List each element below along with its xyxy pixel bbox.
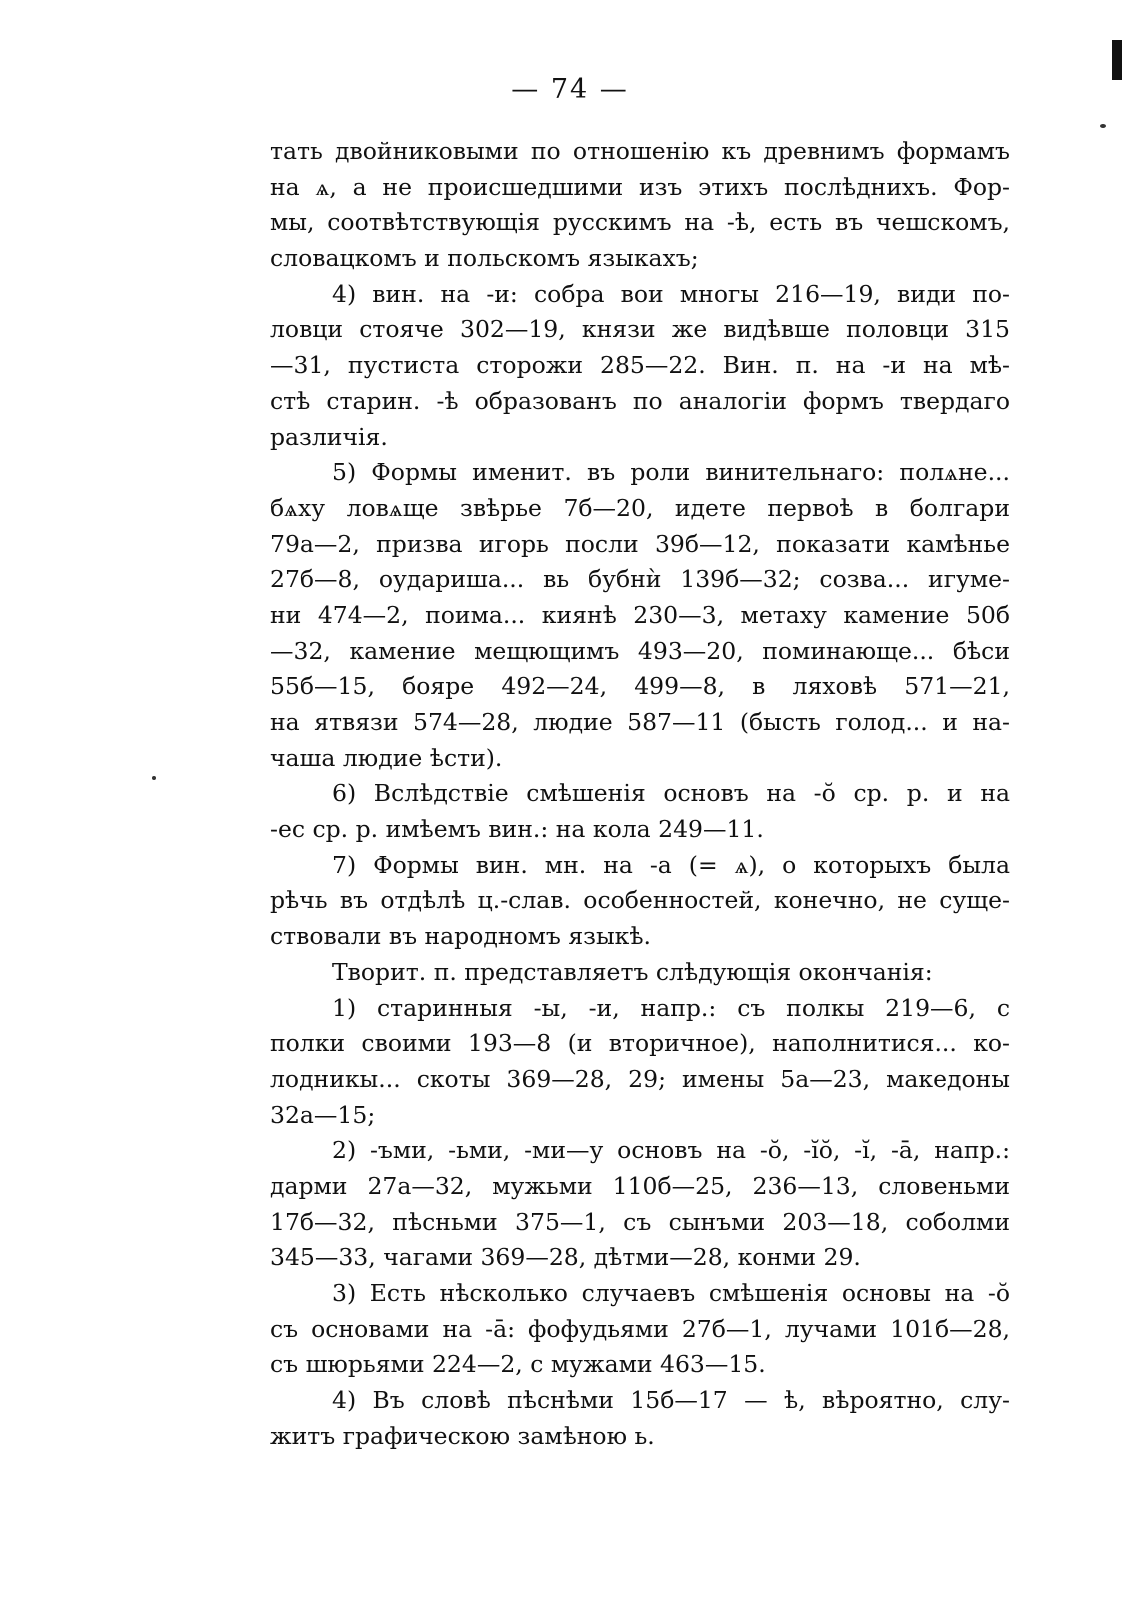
text-line: на ѧ, а не происшедшими изъ этихъ послѣднихъ. Фор- bbox=[270, 172, 1010, 201]
text-line: чаша людие ѣсти). bbox=[270, 743, 503, 772]
text-line: 79а—2, призва игорь посли 39б—12, показати камѣнье bbox=[270, 529, 1010, 558]
text-line: 345—33, чагами 369—28, дѣтми—28, конми 29. bbox=[270, 1243, 861, 1272]
text-line: 7) Формы вин. мн. на -а (= ѧ), о которыхъ была bbox=[332, 850, 1010, 879]
text-line: 6) Вслѣдствіе смѣшенія основъ на -ŏ ср. р. и на bbox=[332, 779, 1010, 808]
scan-edge-mark bbox=[1112, 40, 1122, 80]
text-line: лодникы... скоты 369—28, 29; имены 5а—23, македоны bbox=[270, 1064, 1010, 1093]
text-line: бѧху ловѧще звѣрье 7б—20, идете первоѣ в болгари bbox=[270, 493, 1010, 522]
text-line: съ основами на -ā: фофудьями 27б—1, лучами 101б—28, bbox=[270, 1314, 1010, 1343]
text-line: ни 474—2, поима... киянѣ 230—3, метаху камение 50б bbox=[270, 600, 1010, 629]
text-line: на ятвязи 574—28, людие 587—11 (бысть голод... и на- bbox=[270, 708, 1010, 736]
text-line: рѣчь въ отдѣлѣ ц.-слав. особенностей, конечно, не суще- bbox=[270, 886, 1010, 915]
text-line: 3) Есть нѣсколько случаевъ смѣшенія основы на -ŏ bbox=[332, 1279, 1010, 1307]
text-line: словацкомъ и польскомъ языкахъ; bbox=[270, 244, 699, 273]
text-line: 17б—32, пѣсньми 375—1, съ сынъми 203—18, соболми bbox=[270, 1207, 1010, 1236]
scan-speck bbox=[1100, 124, 1106, 128]
text-line: житъ графическою замѣною ь. bbox=[270, 1421, 655, 1450]
body-text bbox=[270, 134, 1010, 1454]
text-line: 4) Въ словѣ пѣснѣми 15б—17 — ѣ, вѣроятно, слу- bbox=[332, 1386, 1010, 1415]
text-line: стѣ старин. -ѣ образованъ по аналогіи формъ твердаго bbox=[270, 386, 1010, 415]
scan-speck bbox=[152, 776, 156, 780]
text-line: 32а—15; bbox=[270, 1100, 376, 1129]
text-line: 2) -ъми, -ьми, -ми—у основъ на -ŏ, -ĭŏ, -ĭ, -ā, напр.: bbox=[332, 1136, 1010, 1165]
text-line: 27б—8, оудариша... вь бубнѝ 139б—32; созва... игуме- bbox=[270, 565, 1010, 594]
text-line: 4) вин. на -и: собра вои многы 216—19, види по- bbox=[332, 279, 1010, 308]
text-line: —31, пустиста сторожи 285—22. Вин. п. на -и на мѣ- bbox=[270, 351, 1010, 380]
text-line: 55б—15, бояре 492—24, 499—8, в ляховѣ 571—21, bbox=[270, 672, 1010, 701]
text-line: —32, камение мещющимъ 493—20, поминающе... бѣси bbox=[270, 636, 1010, 665]
text-line: тать двойниковыми по отношенію къ древнимъ формамъ bbox=[270, 137, 1010, 165]
text-line: 5) Формы именит. въ роли винительнаго: полѧне... bbox=[332, 458, 1010, 487]
text-line: ствовали въ народномъ языкѣ. bbox=[270, 922, 652, 951]
text-line: ловци стояче 302—19, князи же видѣвше половци 315 bbox=[270, 315, 1010, 344]
text-line: 1) старинныя -ы, -и, напр.: съ полкы 219—6, с bbox=[332, 993, 1010, 1022]
text-line: мы, соотвѣтствующія русскимъ на -ѣ, есть въ чешскомъ, bbox=[270, 208, 1010, 237]
text-line: -ес ср. р. имѣемъ вин.: на кола 249—11. bbox=[270, 815, 764, 844]
text-line: Творит. п. представляетъ слѣдующія окончанія: bbox=[332, 957, 933, 986]
page-folio: — 74 — bbox=[511, 74, 629, 105]
text-line: полки своими 193—8 (и вторичное), наполнитися... ко- bbox=[270, 1029, 1010, 1058]
text-line: дарми 27а—32, мужьми 110б—25, 236—13, словеньми bbox=[270, 1171, 1010, 1200]
text-line: съ шюрьями 224—2, с мужами 463—15. bbox=[270, 1350, 766, 1379]
text-line: различія. bbox=[270, 422, 388, 451]
